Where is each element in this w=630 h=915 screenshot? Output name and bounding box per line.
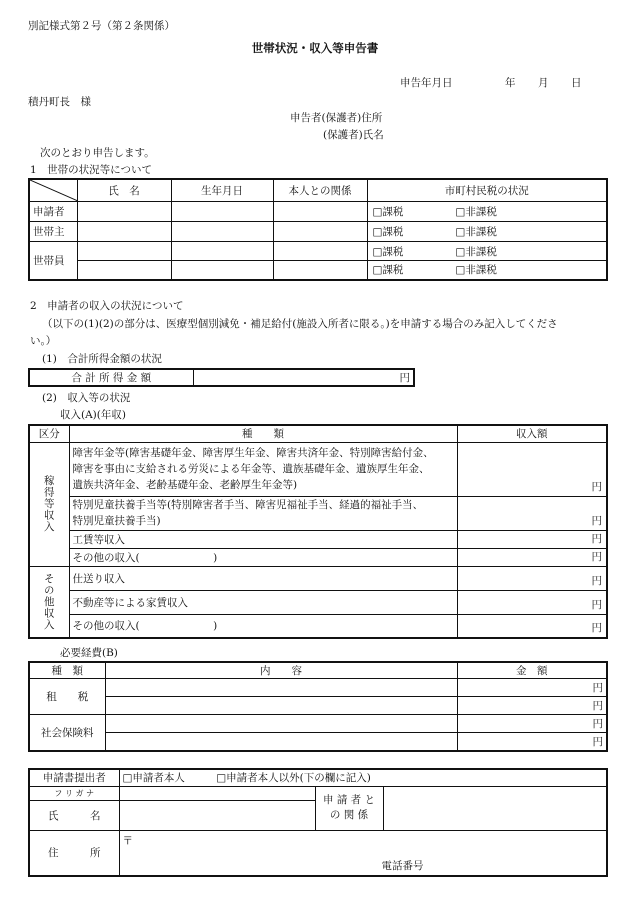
tax-content-1[interactable] bbox=[105, 679, 457, 697]
birthdate-cell[interactable] bbox=[171, 222, 273, 242]
month-label: 月 bbox=[538, 77, 549, 89]
nontax-checkbox[interactable]: □非課税 bbox=[455, 226, 497, 238]
earned-income-group bbox=[29, 442, 69, 566]
section2-note-line2: い。） bbox=[30, 335, 57, 347]
applicant-address-label: 申告者(保護者)住所 bbox=[290, 112, 383, 124]
diagonal-line bbox=[30, 180, 78, 201]
birthdate-cell[interactable] bbox=[171, 202, 273, 222]
yen-unit: 円 bbox=[591, 514, 602, 527]
name-cell[interactable] bbox=[77, 261, 171, 280]
row-household-head: 世帯主 bbox=[29, 222, 77, 242]
year-label: 年 bbox=[505, 77, 516, 89]
nontax-checkbox[interactable]: □非課税 bbox=[455, 206, 497, 218]
submitter-table bbox=[28, 768, 608, 877]
col-expense-content: 内 容 bbox=[105, 662, 457, 679]
col-birthdate: 生年月日 bbox=[171, 179, 273, 202]
subsection1-heading: (1) 合計所得金額の状況 bbox=[42, 353, 162, 365]
income-table bbox=[28, 424, 608, 639]
expense-label: 必要経費(B) bbox=[60, 647, 118, 659]
total-income-field[interactable] bbox=[193, 369, 414, 386]
pension-text-3: 遺族共済年金、老齢基礎年金、老齢厚生年金等) bbox=[72, 479, 298, 491]
phone-label: 電話番号 bbox=[381, 860, 424, 872]
col-name: 氏 名 bbox=[77, 179, 171, 202]
birthdate-cell[interactable] bbox=[171, 261, 273, 280]
col-income-type: 種 類 bbox=[69, 425, 457, 442]
furigana-label: フ リ ガ ナ bbox=[29, 786, 119, 800]
household-table bbox=[28, 178, 608, 281]
row-applicant: 申請者 bbox=[29, 202, 77, 222]
postal-mark: 〒 bbox=[122, 834, 133, 847]
yen-unit: 円 bbox=[591, 598, 602, 611]
yen-unit: 円 bbox=[591, 480, 602, 493]
income-a-label: 収入(A)(年収) bbox=[60, 409, 126, 421]
name-field[interactable] bbox=[119, 800, 315, 830]
total-income-label: 合 計 所 得 金 額 bbox=[29, 369, 193, 386]
relation-label bbox=[315, 786, 383, 830]
rent-income-row: 不動産等による家賃収入 bbox=[69, 590, 457, 614]
yen-unit: 円 bbox=[399, 372, 410, 384]
tax-checkbox[interactable]: □課税 bbox=[372, 245, 404, 258]
yen-unit: 円 bbox=[591, 532, 602, 545]
yen-unit: 円 bbox=[591, 574, 602, 587]
pension-row bbox=[69, 442, 457, 496]
section1-heading: 1 世帯の状況等について bbox=[30, 164, 152, 176]
col-expense-type: 種 類 bbox=[29, 662, 105, 679]
tax-cell[interactable] bbox=[367, 261, 607, 280]
name-cell[interactable] bbox=[77, 222, 171, 242]
yen-unit: 円 bbox=[591, 550, 602, 563]
name-cell[interactable] bbox=[77, 242, 171, 261]
birthdate-cell[interactable] bbox=[171, 242, 273, 261]
earned-income-label: 稼得等収入 bbox=[42, 475, 55, 533]
tax-checkbox[interactable]: □課税 bbox=[372, 206, 404, 218]
relation-cell[interactable] bbox=[273, 222, 367, 242]
col-income-amount: 収入額 bbox=[457, 425, 607, 442]
self-checkbox[interactable]: □申請者本人 bbox=[122, 772, 185, 785]
pension-text-1: 障害年金等(障害基礎年金、障害厚生年金、障害共済年金、特別障害給付金、 bbox=[72, 447, 434, 459]
tax-amount-2[interactable] bbox=[457, 697, 607, 715]
total-income-table bbox=[28, 368, 415, 387]
submitter-label: 申請書提出者 bbox=[29, 769, 119, 786]
tax-checkbox[interactable]: □課税 bbox=[372, 226, 404, 238]
yen-unit: 円 bbox=[592, 718, 603, 730]
tax-expense-label: 租 税 bbox=[29, 679, 105, 715]
tax-checkbox[interactable]: □課税 bbox=[372, 264, 404, 277]
relation-cell[interactable] bbox=[273, 202, 367, 222]
yen-unit: 円 bbox=[592, 700, 603, 712]
tax-amount-1[interactable] bbox=[457, 679, 607, 697]
nontax-checkbox[interactable]: □非課税 bbox=[455, 245, 497, 258]
col-relationship: 本人との関係 bbox=[273, 179, 367, 202]
allowance-text-2: 特別児童扶養手当) bbox=[72, 515, 161, 527]
section2-heading: 2 申請者の収入の状況について bbox=[30, 300, 184, 312]
rent-income-amount[interactable] bbox=[457, 590, 607, 614]
expense-table bbox=[28, 661, 608, 752]
insurance-content-1[interactable] bbox=[105, 715, 457, 733]
allowance-from-family-row: 仕送り収入 bbox=[69, 566, 457, 590]
subsection2-heading: (2) 収入等の状況 bbox=[42, 392, 131, 404]
col-tax-status: 市町村民税の状況 bbox=[367, 179, 607, 202]
tax-cell[interactable] bbox=[367, 242, 607, 261]
other-income-group bbox=[29, 566, 69, 638]
relation-cell[interactable] bbox=[273, 261, 367, 280]
relation-cell[interactable] bbox=[273, 242, 367, 261]
insurance-amount-2[interactable] bbox=[457, 733, 607, 751]
relation-field[interactable] bbox=[383, 786, 607, 830]
col-kubun: 区分 bbox=[29, 425, 69, 442]
address-field[interactable] bbox=[119, 830, 607, 876]
name-cell[interactable] bbox=[77, 202, 171, 222]
row-household-member: 世帯員 bbox=[29, 242, 77, 280]
page-title: 世帯状況・収入等申告書 bbox=[251, 41, 379, 55]
name-label: 氏 名 bbox=[29, 800, 119, 830]
pension-text-2: 障害を事由に支給される労災による年金等、遺族基礎年金、遺族厚生年金、 bbox=[72, 463, 430, 475]
other-income-row: その他の収入( ) bbox=[69, 614, 457, 638]
other-earned-amount[interactable] bbox=[457, 548, 607, 566]
section2-note-line1: （以下の(1)(2)の部分は、医療型個別減免・補足給付(施設入所者に限る。)を申請する場合のみ記入してくださ bbox=[42, 318, 558, 330]
nontax-checkbox[interactable]: □非課税 bbox=[455, 264, 497, 277]
applicant-name-label: (保護者)氏名 bbox=[323, 129, 384, 141]
yen-unit: 円 bbox=[592, 735, 603, 748]
allowance-text-1: 特別児童扶養手当等(特別障害者手当、障害児福祉手当、経過的福祉手当、 bbox=[72, 499, 424, 511]
pension-amount[interactable] bbox=[457, 442, 607, 496]
other-earned-row: その他の収入( ) bbox=[69, 548, 457, 566]
insurance-amount-1[interactable] bbox=[457, 715, 607, 733]
yen-unit: 円 bbox=[591, 622, 602, 634]
diagonal-cell bbox=[29, 179, 77, 202]
report-date-label: 申告年月日 bbox=[400, 77, 453, 89]
social-insurance-label: 社会保険料 bbox=[29, 715, 105, 751]
col-expense-amount: 金 額 bbox=[457, 662, 607, 679]
other-income-amount[interactable] bbox=[457, 614, 607, 638]
relation-label-2: の 関 係 bbox=[329, 809, 369, 821]
other-checkbox[interactable]: □申請者本人以外(下の欄に記入) bbox=[216, 772, 371, 785]
furigana-field[interactable] bbox=[119, 786, 315, 800]
addressee: 積丹町長 様 bbox=[28, 96, 91, 108]
submitter-options bbox=[119, 769, 607, 786]
tax-cell[interactable] bbox=[367, 202, 607, 222]
wage-amount[interactable] bbox=[457, 530, 607, 548]
allowance-from-family-amount[interactable] bbox=[457, 566, 607, 590]
wage-row: 工賃等収入 bbox=[69, 530, 457, 548]
allowance-amount[interactable] bbox=[457, 496, 607, 530]
address-label: 住 所 bbox=[29, 830, 119, 876]
insurance-content-2[interactable] bbox=[105, 733, 457, 751]
day-label: 日 bbox=[571, 77, 582, 89]
form-number: 別記様式第２号（第２条関係） bbox=[28, 20, 175, 32]
other-income-label: その他収入 bbox=[42, 573, 55, 631]
intro-text: 次のとおり申告します。 bbox=[40, 147, 155, 159]
tax-cell[interactable] bbox=[367, 222, 607, 242]
yen-unit: 円 bbox=[592, 682, 603, 694]
allowance-row bbox=[69, 496, 457, 530]
tax-content-2[interactable] bbox=[105, 697, 457, 715]
relation-label-1: 申 請 者 と bbox=[322, 794, 375, 806]
